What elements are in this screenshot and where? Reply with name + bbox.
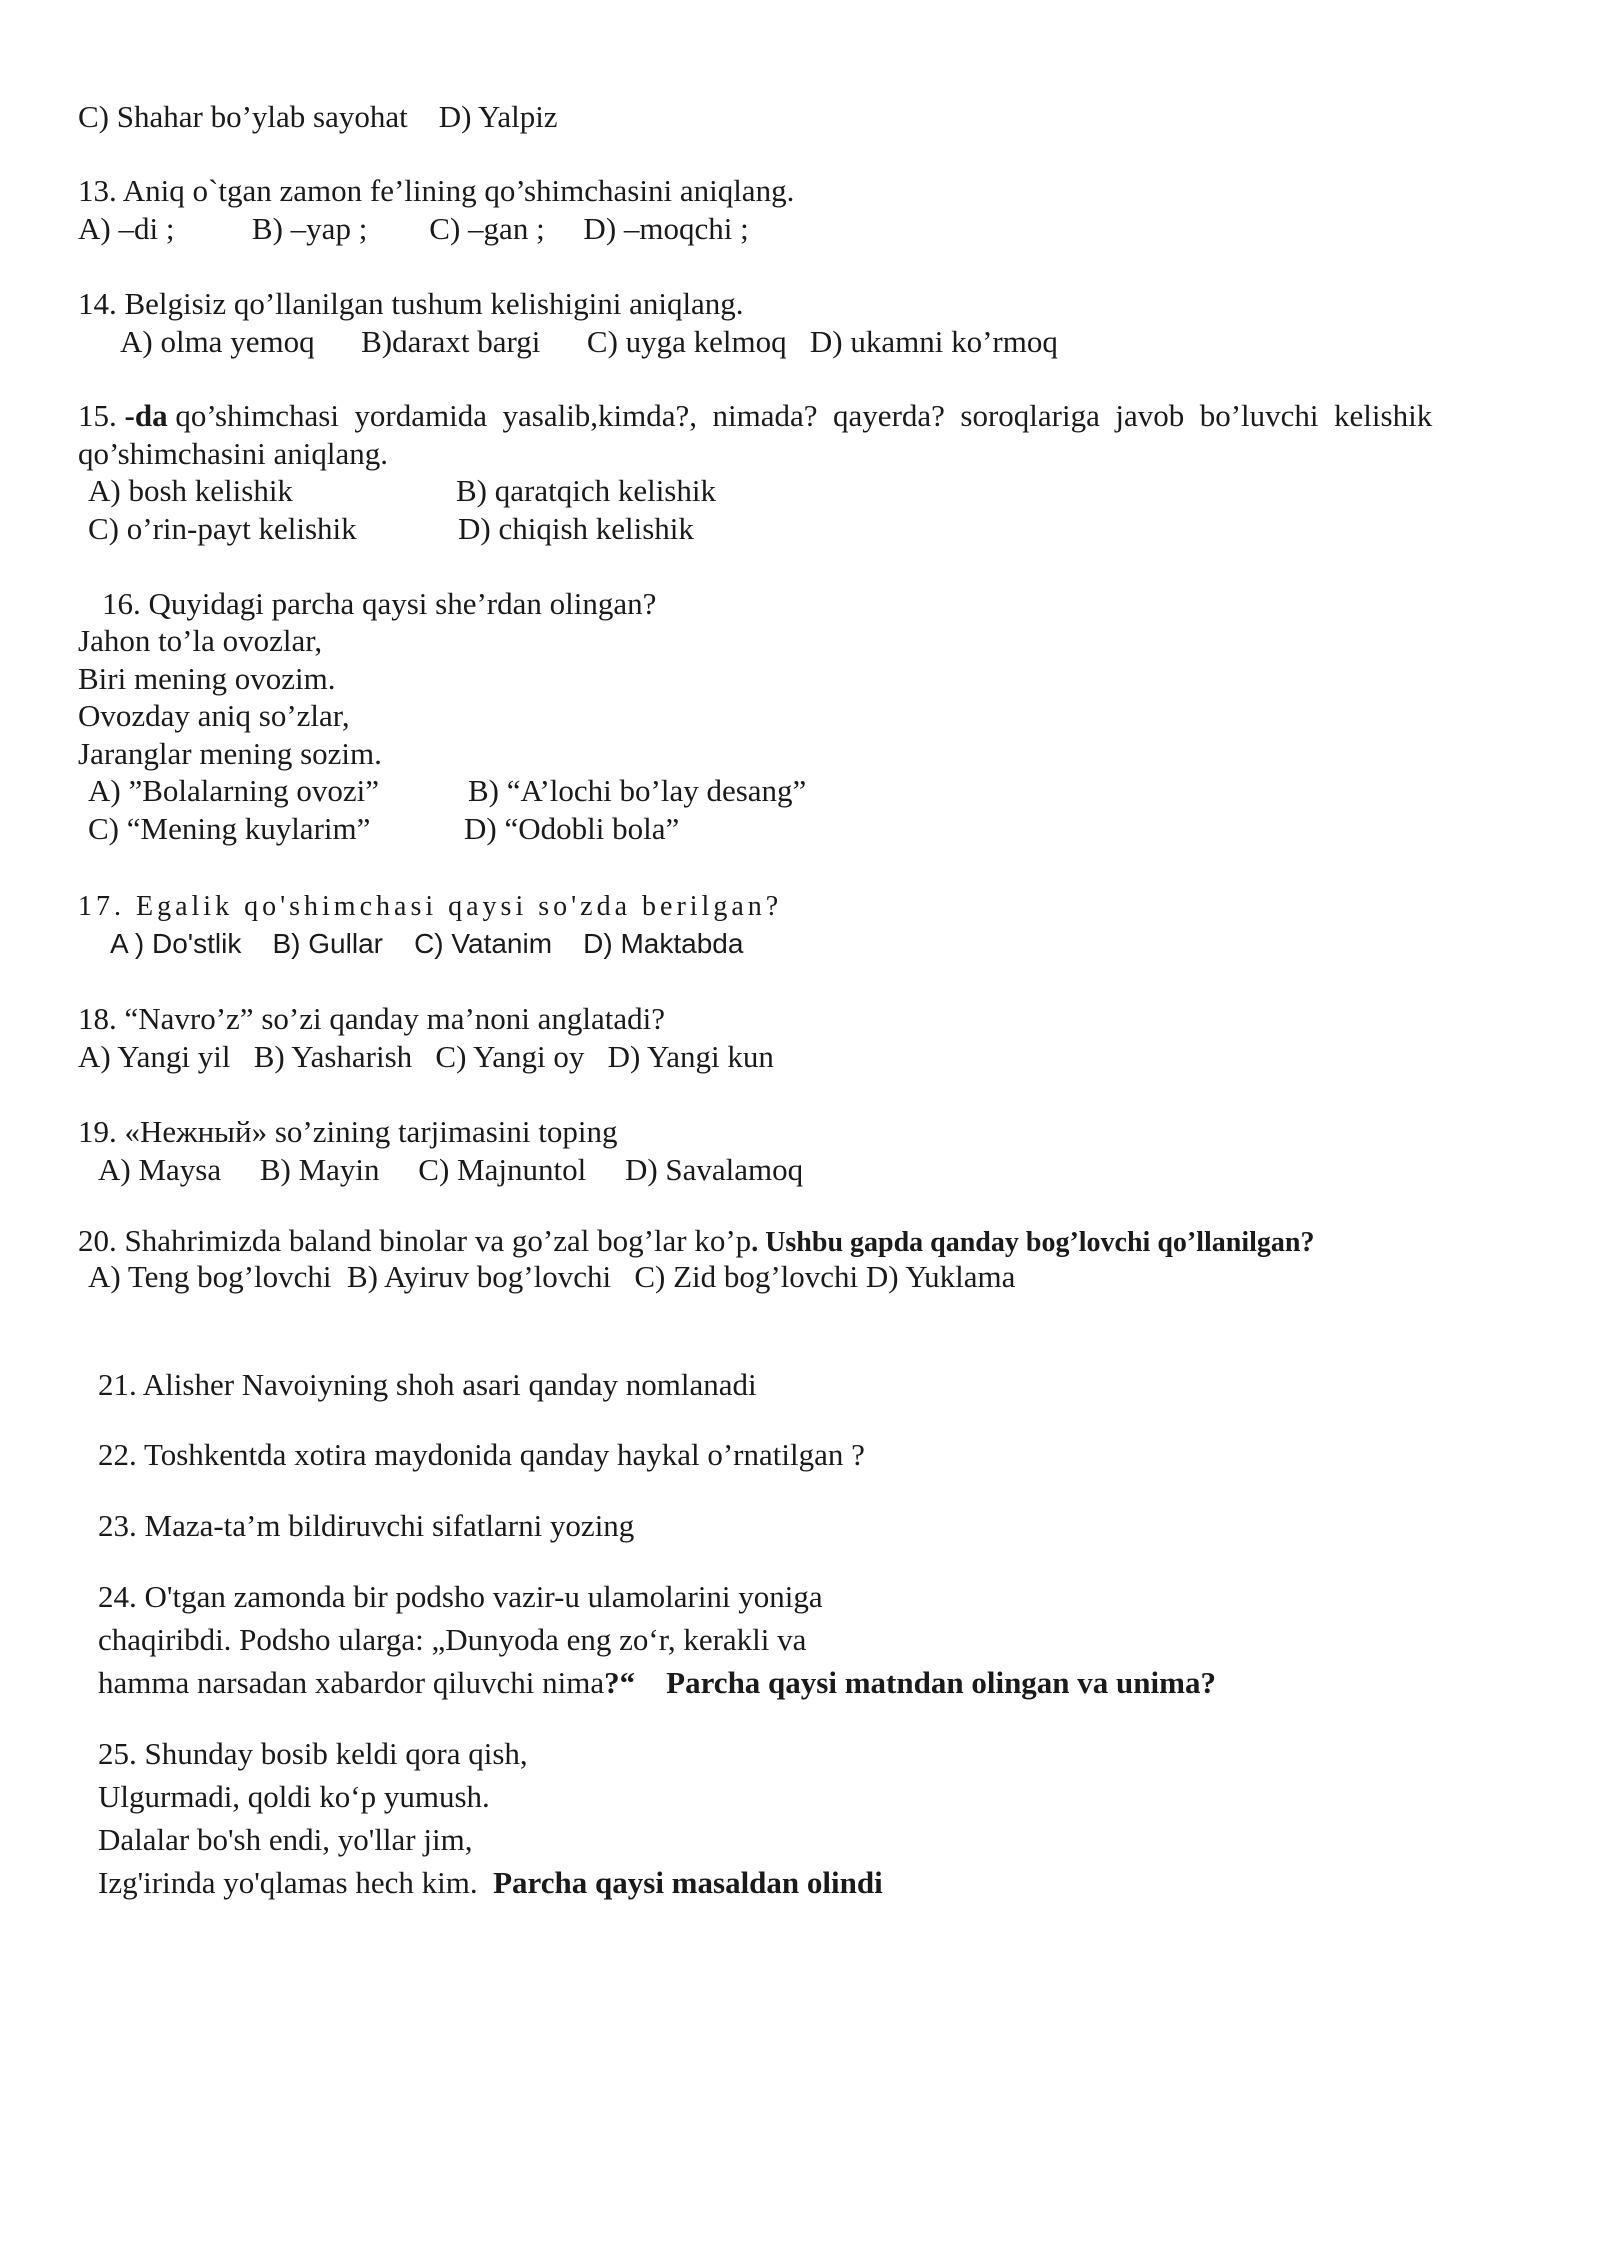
question-19-options: A) Maysa B) Mayin C) Majnuntol D) Savalamoq bbox=[98, 1152, 804, 1187]
question-24: 24. O'tgan zamonda bir podsho vazir-u ulamolarini yoniga bbox=[98, 1579, 823, 1614]
q15-text: qo’shimchasi yordamida yasalib,kimda?, nimada? qayerda? soroqlariga javob bo’luvchi kelishik bbox=[167, 398, 1433, 433]
question-24-line bbox=[98, 1664, 1216, 1702]
question-17: 17. Egalik qo'shimchasi qaysi so'zda berilgan? bbox=[78, 891, 783, 922]
question-15-cont: qo’shimchasini aniqlang. bbox=[78, 436, 388, 471]
question-23: 23. Maza-ta’m bildiruvchi sifatlarni yozing bbox=[98, 1508, 635, 1543]
option-d: D) chiqish kelishik bbox=[458, 511, 694, 546]
option-c: C) o’rin-payt kelishik bbox=[88, 511, 357, 546]
option-d: D) “Odobli bola” bbox=[464, 811, 680, 846]
q15-number: 15. bbox=[78, 398, 125, 433]
q24-text: hamma narsadan xabardor qiluvchi nima bbox=[98, 1665, 605, 1700]
question-19: 19. «Нежный» so’zining tarjimasini toping bbox=[78, 1114, 618, 1149]
question-18: 18. “Navro’z” so’zi qanday ma’noni anglatadi? bbox=[78, 1001, 666, 1036]
question-25-line: Dalalar bo'sh endi, yo'llar jim, bbox=[98, 1822, 473, 1857]
q25-text: Izg'irinda yo'qlamas hech kim. bbox=[98, 1865, 494, 1900]
question-13: 13. Aniq o`tgan zamon fe’lining qo’shimchasini aniqlang. bbox=[78, 173, 795, 208]
question-24-line: chaqiribdi. Podsho ularga: „Dunyoda eng zo‘r, kerakli va bbox=[98, 1622, 807, 1657]
question-13-options: A) –di ; B) –yap ; C) –gan ; D) –moqchi ; bbox=[78, 211, 749, 246]
question-25-line bbox=[98, 1864, 883, 1902]
q20-text: Shahrimizda baland binolar va go’zal bog’lar ko’p bbox=[116, 1223, 752, 1258]
question-25-line: Ulgurmadi, qoldi ko‘p yumush. bbox=[98, 1779, 490, 1814]
text-line: C) Shahar bo’ylab sayohat D) Yalpiz bbox=[78, 99, 558, 134]
question-17-options: A ) Do'stlik B) Gullar C) Vatanim D) Maktabda bbox=[110, 928, 744, 959]
poem-line: Ovozday aniq so’zlar, bbox=[78, 698, 350, 733]
q25-prompt: Parcha qaysi masaldan olindi bbox=[493, 1865, 883, 1900]
poem-line: Jaranglar mening sozim. bbox=[78, 736, 382, 771]
q24-prompt: ?“ Parcha qaysi matndan olingan va unima? bbox=[604, 1665, 1216, 1700]
question-25: 25. Shunday bosib keldi qora qish, bbox=[98, 1736, 528, 1771]
q20-prompt: . Ushbu gapda qanday bog’lovchi qo’llanilgan? bbox=[751, 1227, 1315, 1258]
question-18-options: A) Yangi yil B) Yasharish C) Yangi oy D) Yangi kun bbox=[78, 1039, 774, 1074]
question-14: 14. Belgisiz qo’llanilgan tushum kelishigini aniqlang. bbox=[78, 286, 744, 321]
question-15 bbox=[78, 397, 1432, 435]
poem-line: Jahon to’la ovozlar, bbox=[78, 623, 323, 658]
question-22: 22. Toshkentda xotira maydonida qanday haykal o’rnatilgan ? bbox=[98, 1437, 865, 1472]
option-b: B) “A’lochi bo’lay desang” bbox=[468, 773, 807, 808]
option-a: A) ”Bolalarning ovozi” bbox=[88, 773, 379, 808]
q20-number: 20. bbox=[78, 1223, 117, 1258]
option-a: A) bosh kelishik bbox=[88, 473, 293, 508]
question-20 bbox=[78, 1222, 1315, 1262]
question-20-options: A) Teng bog’lovchi B) Ayiruv bog’lovchi C) Zid bog’lovchi D) Yuklama bbox=[88, 1259, 1016, 1294]
option-c: C) “Mening kuylarim” bbox=[88, 811, 371, 846]
q15-suffix: -da bbox=[124, 398, 168, 433]
question-21: 21. Alisher Navoiyning shoh asari qanday nomlanadi bbox=[98, 1367, 757, 1402]
question-16: 16. Quyidagi parcha qaysi she’rdan olingan? bbox=[102, 586, 657, 621]
question-14-options: A) olma yemoq B)daraxt bargi C) uyga kelmoq D) ukamni ko’rmoq bbox=[120, 324, 1058, 359]
option-b: B) qaratqich kelishik bbox=[456, 473, 716, 508]
poem-line: Biri mening ovozim. bbox=[78, 661, 336, 696]
